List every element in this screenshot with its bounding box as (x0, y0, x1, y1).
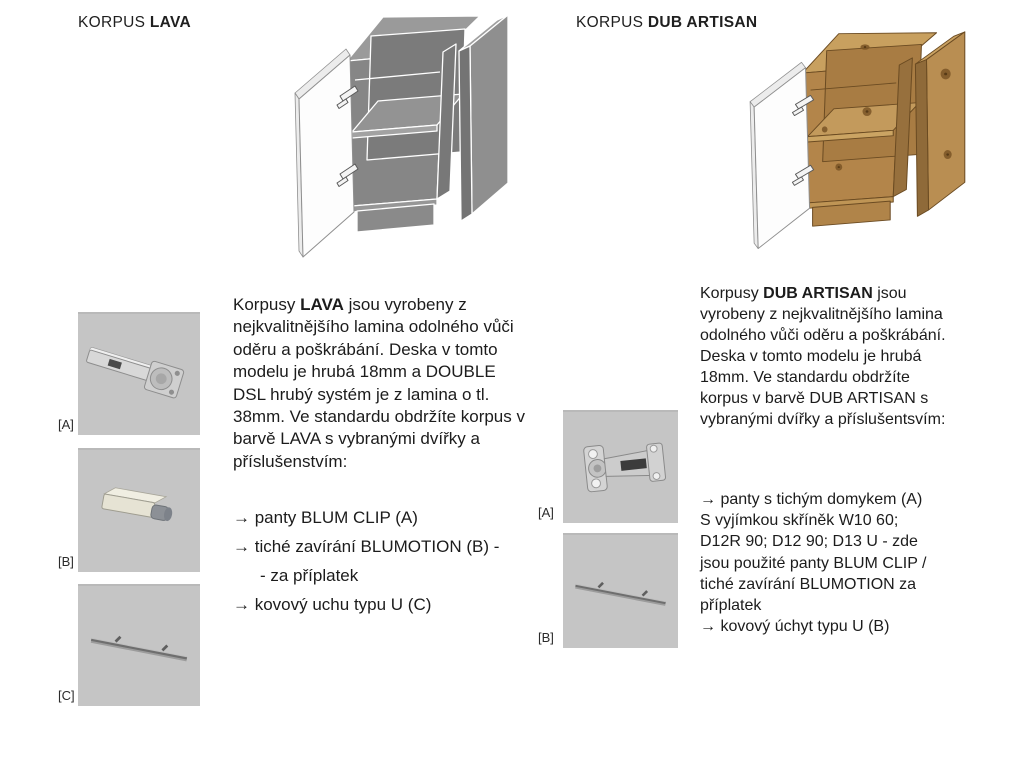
accessory-label: [B] (538, 630, 554, 645)
dub-title-regular: KORPUS (576, 14, 644, 31)
lava-accessory-a (58, 312, 200, 435)
intro-brand: DUB ARTISAN (763, 285, 873, 302)
lava-description (233, 294, 531, 619)
accessory-image-box (563, 410, 678, 523)
bullet-line: příplatek (700, 597, 762, 615)
u-handle-image (563, 535, 678, 648)
intro-rest: jsou vyrobeny z nejkvalitnějšího lamina odolného vůči oděru a poškrábání. Deska v tomto modelu je hrubá 18mm a DOUBLE DSL hrubý systém je z lamina o tl. 38mm. Ve standardu obdržíte korpus v barvě LAVA s vybranými dvířky a příslušenstvím: (233, 295, 525, 471)
intro-prefix: Korpusy (233, 295, 301, 314)
dub-intro (700, 283, 958, 430)
bullet-line: → kovový uchu typu U (C) (233, 595, 432, 615)
bullet-line: - za příplatek (260, 566, 359, 586)
accessory-image-box (78, 584, 200, 706)
bullet-line: S vyjímkou skříněk W10 60; (700, 512, 899, 530)
bullet-line: → panty s tichým domykem (A) (700, 491, 923, 508)
lava-accessory-c (58, 584, 200, 706)
accessory-label: [A] (538, 505, 554, 520)
lava-title (78, 14, 191, 32)
dub-accessory-b (538, 533, 678, 648)
accessory-label: [B] (58, 554, 74, 569)
accessory-image-box (78, 448, 200, 572)
bullet-line: jsou použité panty BLUM CLIP / (700, 554, 927, 572)
lava-intro (233, 294, 531, 473)
intro-prefix: Korpusy (700, 285, 764, 302)
dub-accessory-a (538, 410, 678, 523)
bullet-line: → kovový úchyt typu U (B) (700, 618, 890, 636)
lava-title-bold: LAVA (149, 14, 191, 31)
lava-title-regular: KORPUS (78, 14, 146, 31)
bullet-line: D12R 90; D12 90; D13 U - zde (700, 533, 918, 551)
lava-accessory-b (58, 448, 200, 572)
dub-title-bold: DUB ARTISAN (647, 14, 758, 31)
accessory-label: [A] (58, 417, 74, 432)
intro-brand: LAVA (300, 295, 344, 314)
lava-cabinet-illustration (283, 4, 533, 272)
dub-artisan-title (576, 14, 757, 32)
accessory-image-box (78, 312, 200, 435)
intro-rest: jsou vyrobeny z nejkvalitnějšího lamina odolného vůči oděru a poškrábání. Deska v tomto modelu je hrubá 18mm. Ve standardu obdržíte korpus v barvě DUB ARTISAN s vybranými dvířky a příslušentsvím: (700, 285, 946, 428)
blumotion-damper-image (78, 450, 200, 572)
bullet-line: tiché zavírání BLUMOTION za (700, 575, 917, 593)
soft-close-hinge-image (563, 412, 678, 523)
lava-bullet-list (233, 503, 531, 619)
dub-description (700, 283, 958, 430)
accessory-label: [C] (58, 688, 75, 703)
bullet-line: → panty BLUM CLIP (A) (233, 508, 418, 528)
u-handle-image (78, 586, 200, 706)
bullet-line: → tiché zavírání BLUMOTION (B) - (233, 537, 500, 557)
blum-clip-hinge-image (78, 314, 200, 435)
dub-bullet-list (700, 489, 980, 637)
accessory-image-box (563, 533, 678, 648)
dub-artisan-cabinet-illustration (738, 22, 990, 262)
